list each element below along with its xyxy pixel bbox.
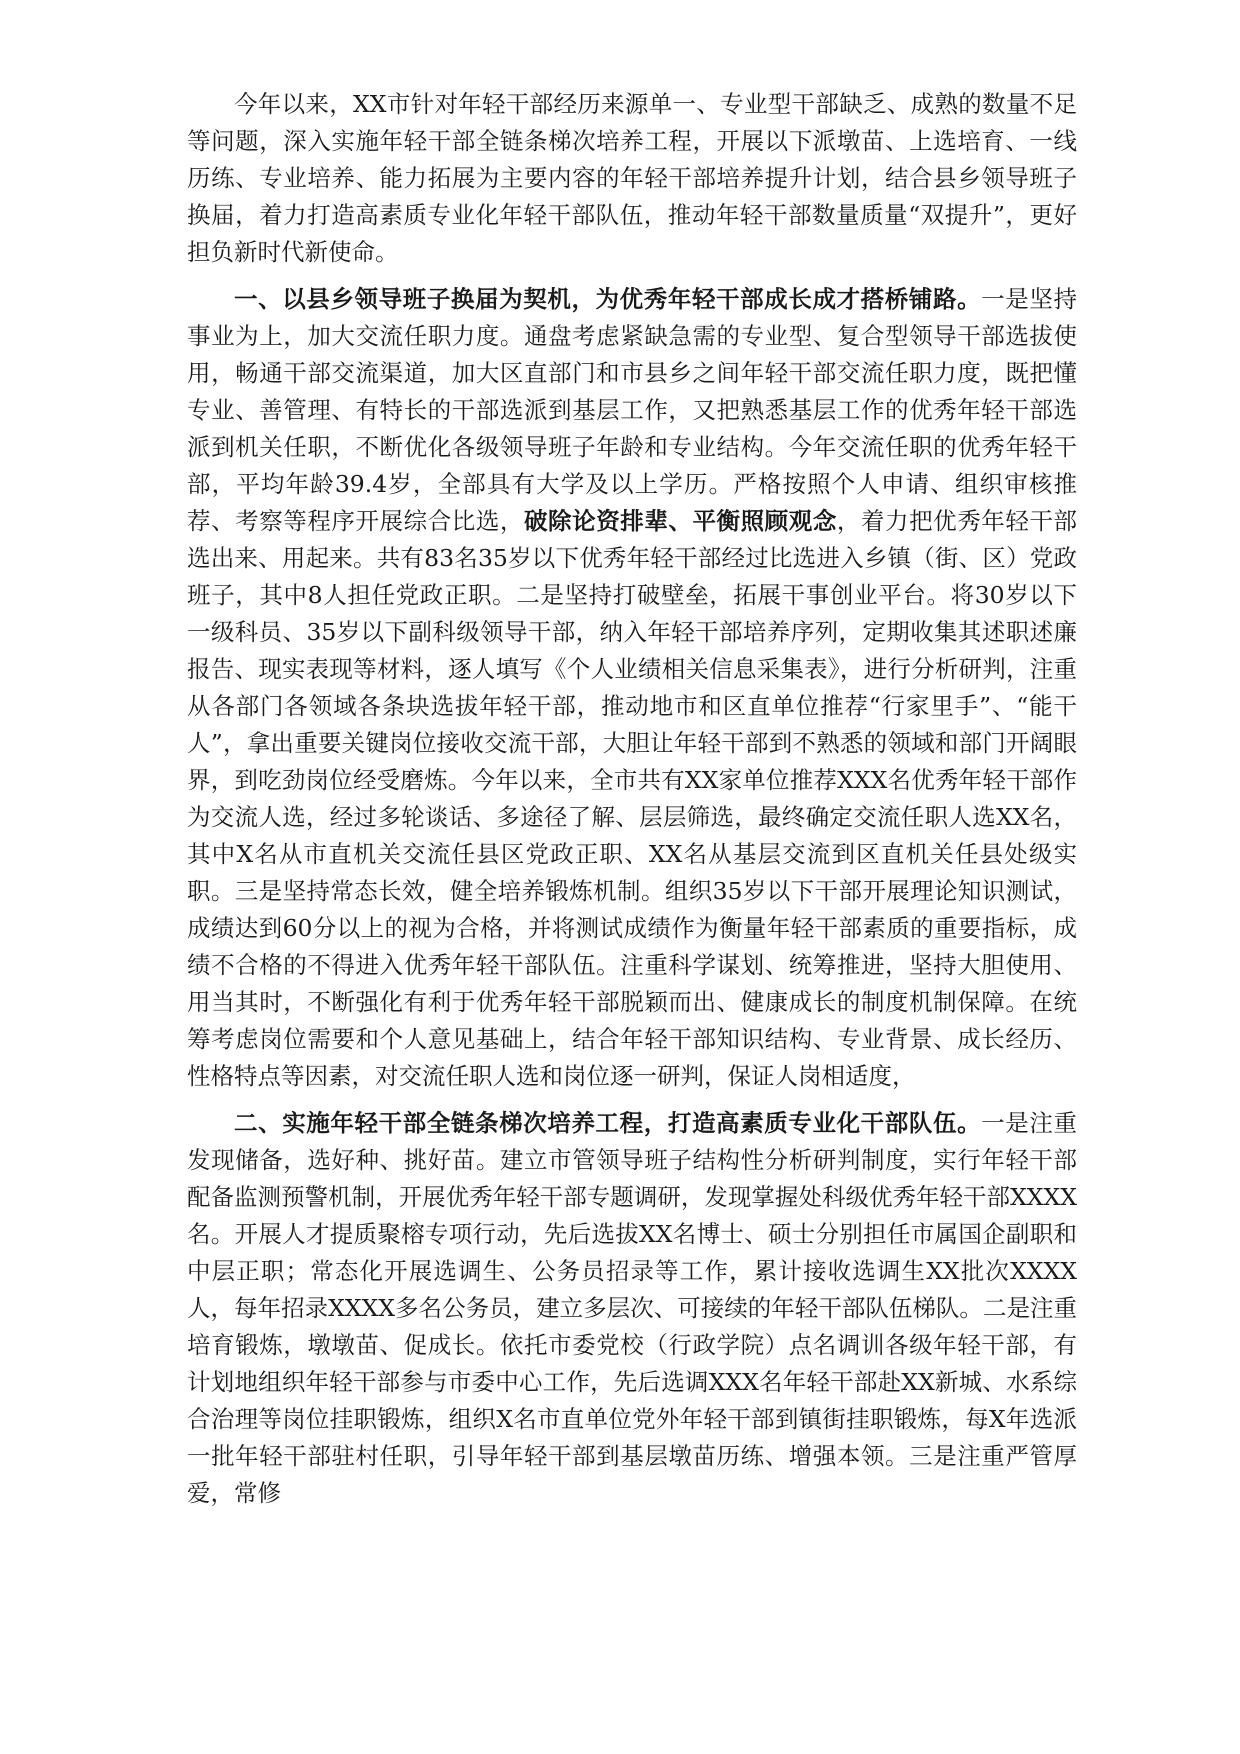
- paragraph-intro: [187, 86, 1077, 271]
- document-page: [187, 86, 1077, 1512]
- paragraph-intro-text: 今年以来，XX市针对年轻干部经历来源单一、专业型干部缺乏、成熟的数量不足等问题，深入实施年轻干部全链条梯次培养工程，开展以下派墩苗、上选培育、一线历练、专业培养、能力拓展为主要内容的年轻干部培养提升计划，结合县乡领导班子换届，着力打造高素质专业化年轻干部队伍，推动年轻干部数量质量“双提升”，更好担负新时代新使命。: [187, 90, 1077, 266]
- section-1-text-a: 一是坚持事业为上，加大交流任职力度。通盘考虑紧缺急需的专业型、复合型领导干部选拔使用，畅通干部交流渠道，加大区直部门和市县乡之间年轻干部交流任职力度，既把懂专业、善管理、有特长的干部选派到基层工作，又把熟悉基层工作的优秀年轻干部选派到机关任职，不断优化各级领导班子年龄和专业结构。今年交流任职的优秀年轻干部，平均年龄39.4岁，全部具有大学及以上学历。严格按照个人申请、组织审核推荐、考察等程序开展综合比选，: [187, 285, 1078, 535]
- section-1-text-b: ，着力把优秀年轻干部选出来、用起来。共有83名35岁以下优秀年轻干部经过比选进入乡镇（街、区）党政班子，其中8人担任党政正职。二是坚持打破壁垒，拓展干事创业平台。将30岁以下一级科员、35岁以下副科级领导干部，纳入年轻干部培养序列，定期收集其述职述廉报告、现实表现等材料，逐人填写《个人业绩相关信息采集表》，进行分析研判，注重从各部门各领域各条块选拔年轻干部，推动地市和区直单位推荐“行家里手”、“能干人”，拿出重要关键岗位接收交流干部，大胆让年轻干部到不熟悉的领域和部门开阔眼界，到吃劲岗位经受磨炼。今年以来，全市共有XX家单位推荐XXX名优秀年轻干部作为交流人选，经过多轮谈话、多途径了解、层层筛选，最终确定交流任职人选XX名，其中X名从市直机关交流任县区党政正职、XX名从基层交流到区直机关任县处级实职。三是坚持常态长效，健全培养锻炼机制。组织35岁以下干部开展理论知识测试，成绩达到60分以上的视为合格，并将测试成绩作为衡量年轻干部素质的重要指标，成绩不合格的不得进入优秀年轻干部队伍。注重科学谋划、统筹推进，坚持大胆使用、用当其时，不断强化有利于优秀年轻干部脱颖而出、健康成长的制度机制保障。在统筹考虑岗位需要和个人意见基础上，结合年轻干部知识结构、专业背景、成长经历、性格特点等因素，对交流任职人选和岗位逐一研判，保证人岗相适度，: [187, 507, 1078, 1090]
- section-1-emphasis: 破除论资排辈、平衡照顾观念: [523, 507, 837, 535]
- section-2-text: 一是注重发现储备，选好种、挑好苗。建立市管领导班子结构性分析研判制度，实行年轻干部配备监测预警机制，开展优秀年轻干部专题调研，发现掌握处科级优秀年轻干部XXXX名。开展人才提质聚榕专项行动，先后选拔XX名博士、硕士分别担任市属国企副职和中层正职；常态化开展选调生、公务员招录等工作，累计接收选调生XX批次XXXX人，每年招录XXXX多名公务员，建立多层次、可接续的年轻干部队伍梯队。二是注重培育锻炼，墩墩苗、促成长。依托市委党校（行政学院）点名调训各级年轻干部，有计划地组织年轻干部参与市委中心工作，先后选调XXX名年轻干部赴XX新城、水系综合治理等岗位挂职锻炼，组织X名市直单位党外年轻干部到镇街挂职锻炼，每X年选派一批年轻干部驻村任职，引导年轻干部到基层墩苗历练、增强本领。三是注重严管厚爱，常修: [187, 1109, 1078, 1507]
- paragraph-section-1: [187, 281, 1077, 1095]
- section-2-heading: 二、实施年轻干部全链条梯次培养工程，打造高素质专业化干部队伍。: [234, 1109, 982, 1137]
- section-1-heading: 一、以县乡领导班子换届为契机，为优秀年轻干部成长成才搭桥铺路。: [234, 285, 982, 313]
- paragraph-section-2: [187, 1105, 1077, 1512]
